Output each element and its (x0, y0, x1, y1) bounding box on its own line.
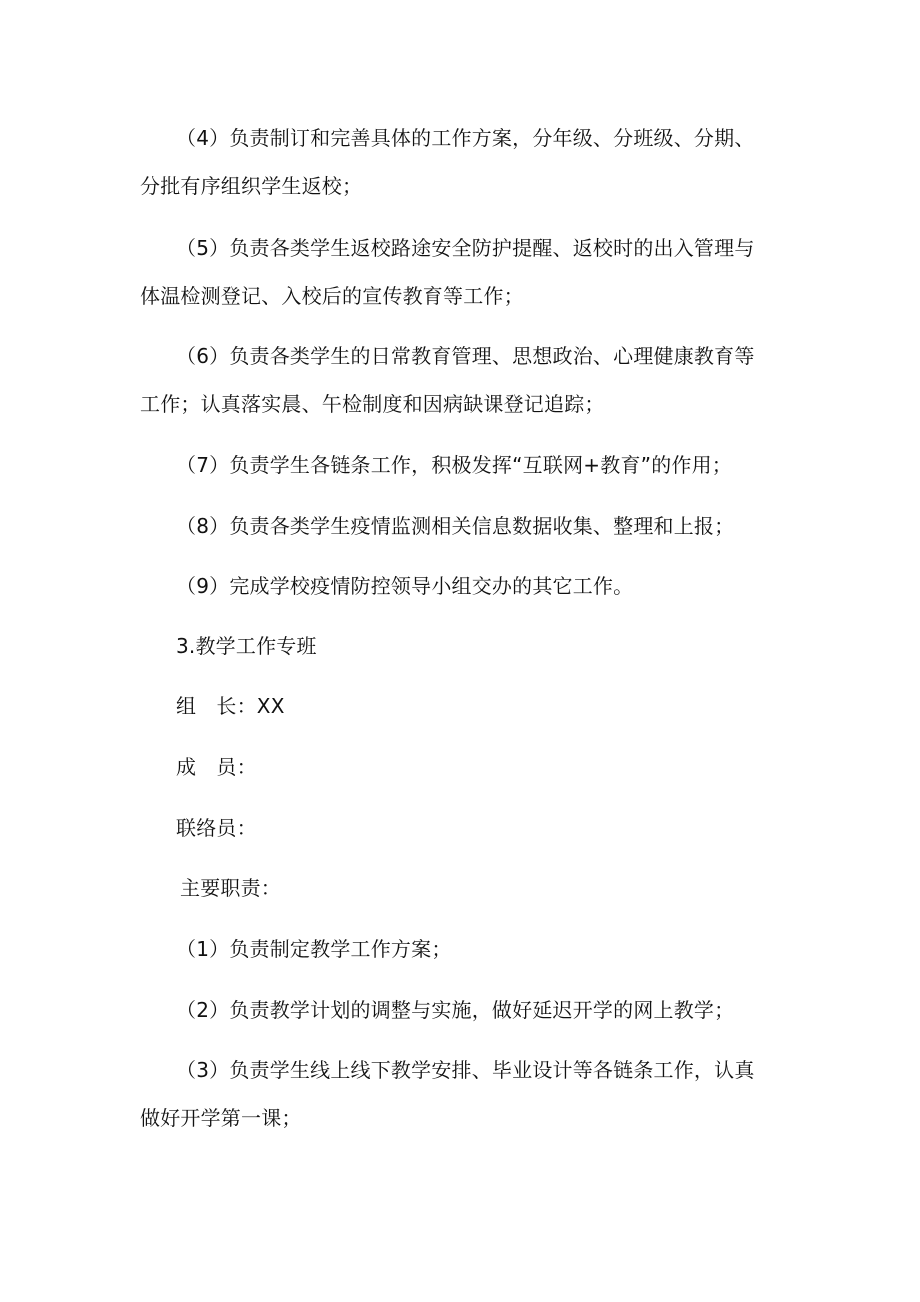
duty-1-line-1: （1）负责制定教学工作方案； (176, 937, 452, 961)
item-8-line-1: （8）负责各类学生疫情监测相关信息数据收集、整理和上报； (176, 514, 735, 538)
item-7-line-1: （7）负责学生各链条工作，积极发挥“互联网+教育”的作用； (176, 453, 733, 477)
item-6-line-2: 工作；认真落实晨、午检制度和因病缺课登记追踪； (140, 392, 605, 416)
duties-label: 主要职责： (180, 876, 281, 900)
section-title: 3.教学工作专班 (176, 634, 317, 658)
item-5-line-2: 体温检测登记、入校后的宣传教育等工作； (140, 284, 524, 308)
leader-line: 组 长：XX (176, 694, 285, 718)
item-4-line-2: 分批有序组织学生返校； (140, 174, 363, 198)
item-6-line-1: （6）负责各类学生的日常教育管理、思想政治、心理健康教育等 (176, 344, 755, 368)
item-5-line-1: （5）负责各类学生返校路途安全防护提醒、返校时的出入管理与 (176, 236, 755, 260)
duty-2-line-1: （2）负责教学计划的调整与实施，做好延迟开学的网上教学； (176, 998, 735, 1022)
item-9-line-1: （9）完成学校疫情防控领导小组交办的其它工作。 (176, 574, 634, 598)
duty-3-line-1: （3）负责学生线上线下教学安排、毕业设计等各链条工作，认真 (176, 1058, 755, 1082)
item-4-line-1: （4）负责制订和完善具体的工作方案，分年级、分班级、分期、 (176, 126, 755, 150)
liaison-line: 联络员： (176, 816, 257, 840)
duty-3-line-2: 做好开学第一课； (140, 1106, 302, 1130)
members-line: 成 员： (176, 755, 257, 779)
